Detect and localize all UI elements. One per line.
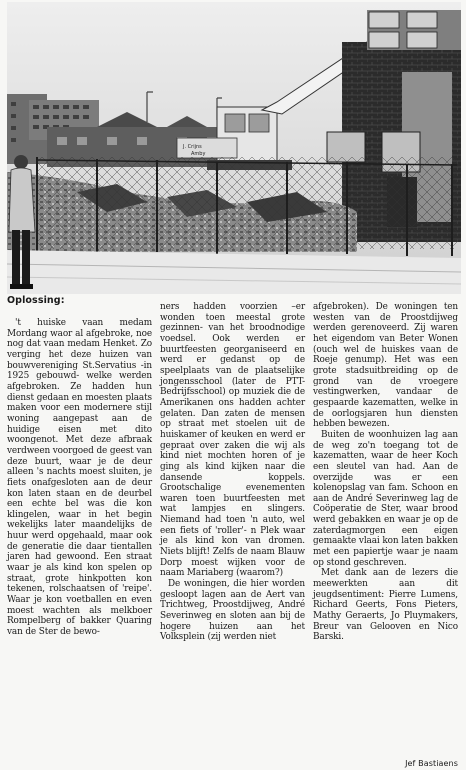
caption-heading: Oplossing: (7, 295, 65, 306)
demolition-photo (7, 2, 461, 294)
paragraph: afgebroken). De woningen ten westen van de Proostdijweg werden gerenoveerd. Zij waren het eigendom van Beter Wonen (ouch wel de huiskes vaan de Roeje genump). Het was een grote stadsuitbreiding op de grond van de vroegere vestingwerken, vandaar de gespaarde kazematten, welke in de oorlogsjaren hun diensten hebben bewezen. (313, 302, 458, 430)
paragraph: De woningen, die hier worden gesloopt lagen aan de Aert van Trichtweg, Proostdijweg, André Severinweg en sloten aan bij de hogere huizen aan het Volksplein (zij werden niet (160, 579, 305, 643)
text-column-2 (160, 302, 305, 643)
text-column-3 (313, 302, 458, 643)
paragraph: Buiten de woonhuizen lag aan de weg zo'n toegang tot de kazematten, waar de heer Koch een sleutel van had. Aan de overzijde was er een kolenopslag van fam. Schoon en aan de André Severinweg lag de Coöperatie de Ster, waar brood werd gebakken en waar je op de zaterdagmorgen een eigen gemaakte vlaai kon laten bakken met een papiertje waar je naam op stond geschreven. (313, 429, 458, 568)
crane-sign-place: Amby (191, 151, 206, 157)
paragraph: Met dank aan de lezers die meewerkten aan dit jeugdsentiment: Pierre Lumens, Richard Geerts, Fons Pieters, Mathy Geraerts, Jo Pluymakers, Breur van Gelooven en Nico Barski. (313, 568, 458, 643)
paragraph: ners hadden voorzien –er wonden toen meestal grote gezinnen- van het broodnodige voedsel. Ook werden er buurtfeesten georganiseerd en werd er gedanst op de speelplaats van de plaatselijke jongensschool (later de PTT-Bedrijfsschool) op muziek die de Amerikanen ons hadden achter gelaten. Dan zaten de mensen op straat met stoelen uit de huiskamer of keuken en werd er gepraat over zaken die wij als kind niet mochten horen of je ging als kind kijken naar die dansende koppels. Grootschalige evenementen waren toen buurtfeesten met wat lampjes en slingers. Niemand had toen 'n auto, wel een fiets of 'roller'- n Plek waar je als kind kon van dromen. Niets blijft! Zelfs de naam Blauw Dorp moest wijken voor de naam Mariaberg (waarom?) (160, 302, 305, 579)
paragraph: 't huiske vaan medam Mordang waor al afgebroke, noe nog dat vaan medam Henket. Zo verging het deze huizen van bouwvereniging St.Servatius -in 1925 gebouwd- welke werden afgebroken. Ze hadden hun dienst gedaan en moesten plaats maken voor een modernere stijl woning aangepast aan de huidige eisen met dito woongenot. Met deze afbraak verdween voorgoed de geest van deze buurt, waar je de deur alleen 's nachts moest sluiten, je fiets onafgesloten aan de deur kon laten staan en de deurbel een echte bel was die kon klingelen, waar in het begin wekelijks later maandelijks de huur werd opgehaald, maar ook de generatie die daar tientallen jaren had gewoond. Een straat waar je als kind kon spelen op straat, grote hinkpotten kon tekenen, rolschaatsen of 'reipe'. Waar je kon voetballen en even moest wachten als melkboer Rompelberg of bakker Quaring van de Ster de bewo- (7, 318, 152, 638)
crane-sign-name: J. Crijns (183, 144, 202, 150)
author-credit: Jef Bastiaens (405, 759, 458, 768)
text-column-1 (7, 318, 152, 638)
